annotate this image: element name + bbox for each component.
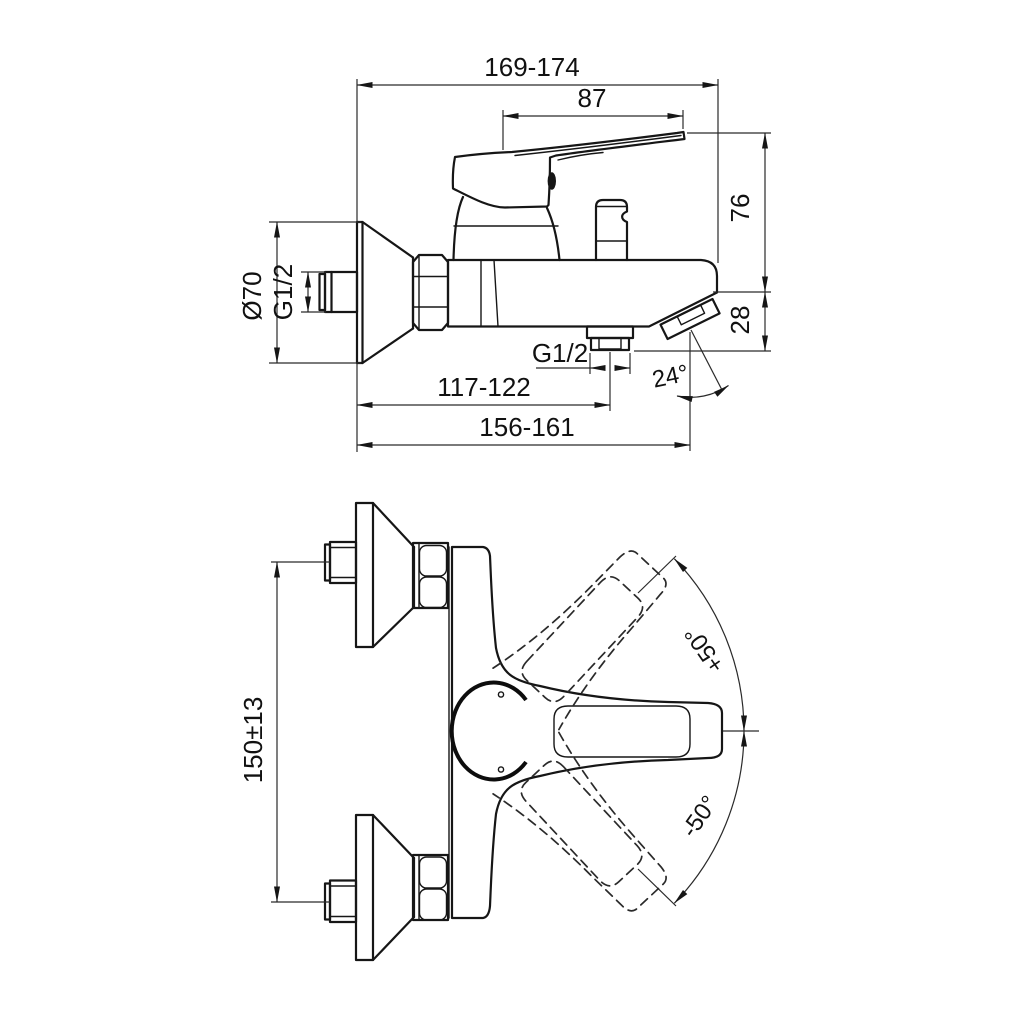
dim-label-outlet-thread: G1/2: [531, 338, 589, 368]
shower-outlet-side: [596, 200, 627, 260]
lower-inlet-plan: [325, 815, 448, 960]
dim-label-height-76: 76: [725, 193, 755, 223]
union-nut-side: [413, 255, 448, 330]
dim-label-swing-up: +50°: [679, 620, 731, 678]
dim-overall-depth: [357, 52, 718, 263]
dome-dot-lower: [498, 767, 503, 772]
dim-label-drop-28: 28: [725, 305, 755, 335]
dim-spout-angle: [650, 330, 729, 397]
dim-inlet-centres: [238, 562, 330, 902]
dim-lever-swing: [638, 556, 759, 906]
cartridge-dome: [452, 682, 526, 779]
inlet-thread-side: [320, 272, 358, 312]
dim-label-overall-depth: 169-174: [484, 52, 580, 82]
tub-outlet-side: [587, 327, 633, 351]
dim-lever-length: [503, 83, 683, 150]
dim-label-swing-down: -50°: [676, 790, 724, 843]
dim-label-escutcheon: Ø70: [237, 271, 267, 321]
lever-position-up: [493, 535, 683, 729]
dim-label-inlet-thread: G1/2: [268, 263, 298, 321]
lever-position-down: [493, 732, 683, 926]
dim-label-lever-length: 87: [577, 83, 607, 113]
dim-label-inlet-centres: 150±13: [238, 696, 268, 784]
plan-view: [238, 503, 759, 960]
dim-heights: [634, 133, 771, 351]
dim-label-wall-to-outlet: 117-122: [437, 372, 531, 402]
side-view: [237, 52, 771, 452]
dim-label-spout-angle: 24°: [649, 359, 691, 394]
mixer-body-plan: [449, 547, 722, 918]
lever-inner-line: [554, 706, 690, 757]
dome-dot-upper: [498, 692, 503, 697]
dim-outlet-thread: [532, 338, 630, 374]
upper-inlet-plan: [325, 503, 448, 647]
handle-indicator-dot: [548, 172, 556, 190]
handle-side: [453, 132, 685, 208]
dim-inlet-thread: [268, 264, 326, 320]
dim-escutcheon: [237, 222, 361, 363]
dim-label-wall-to-aerator: 156-161: [479, 412, 575, 442]
escutcheon-side: [357, 222, 413, 363]
